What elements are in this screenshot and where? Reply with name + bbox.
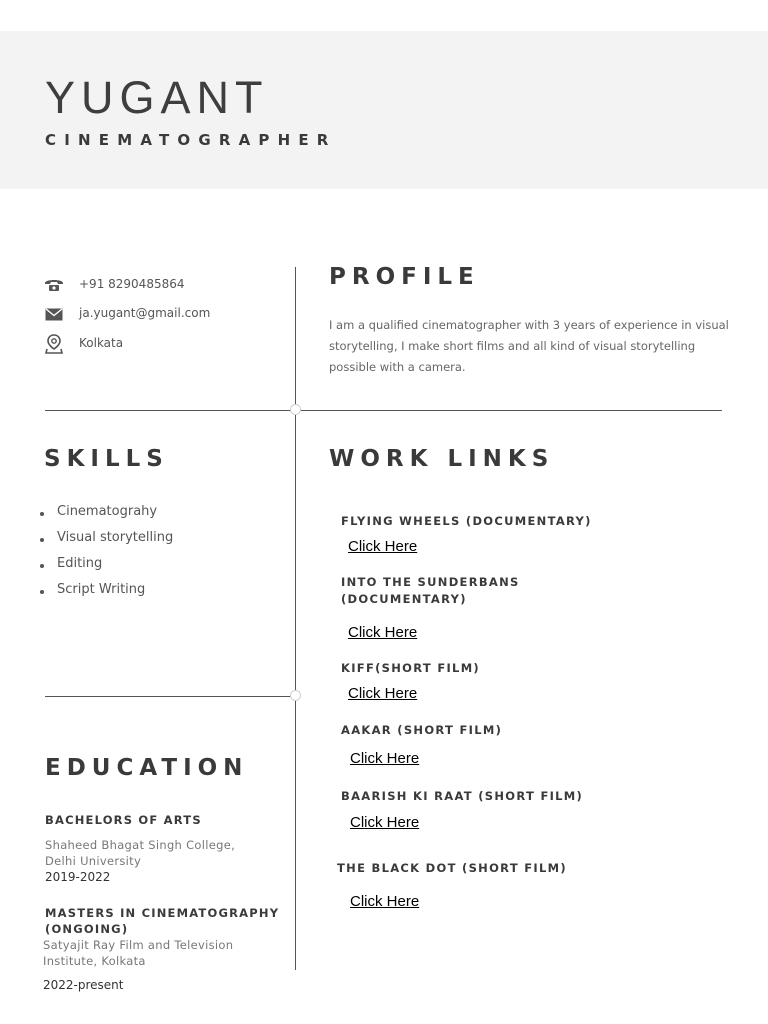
name-heading: YUGANT [45, 72, 269, 123]
work-title: INTO THE SUNDERBANS (DOCUMENTARY) [341, 575, 520, 606]
education-institution: Shaheed Bhagat Singh College, Delhi University [45, 838, 236, 868]
skill-label: Editing [57, 556, 103, 571]
work-title: KIFF(SHORT FILM) [341, 661, 480, 675]
mail-icon [44, 304, 64, 324]
education-degree: MASTERS IN CINEMATOGRAPHY (ONGOING) [45, 906, 280, 936]
divider-node-bottom [290, 690, 301, 701]
role-subtitle: CINEMATOGRAPHER [45, 131, 337, 149]
list-item [40, 501, 173, 527]
location-text: Kolkata [79, 336, 124, 350]
work-links-heading: WORK LINKS [329, 446, 555, 472]
list-item [40, 579, 173, 605]
work-link[interactable]: Click Here [350, 893, 420, 910]
work-title: THE BLACK DOT (SHORT FILM) [337, 861, 567, 875]
education-heading: EDUCATION [45, 755, 249, 781]
list-item [40, 553, 173, 579]
email-text: ja.yugant@gmail.com [79, 306, 211, 320]
location-icon [44, 334, 64, 354]
bullet-icon [40, 590, 44, 594]
skills-heading: SKILLS [44, 446, 169, 472]
contact-phone [44, 275, 185, 295]
horizontal-divider-top [45, 410, 722, 411]
vertical-divider [295, 267, 296, 970]
skill-label: Visual storytelling [57, 530, 174, 545]
work-link[interactable]: Click Here [348, 685, 418, 702]
bullet-icon [40, 564, 44, 568]
education-degree: BACHELORS OF ARTS [45, 813, 202, 827]
profile-heading: PROFILE [329, 264, 480, 290]
work-title: AAKAR (SHORT FILM) [341, 723, 503, 737]
phone-icon [44, 275, 64, 295]
work-title: FLYING WHEELS (DOCUMENTARY) [341, 514, 592, 528]
work-link[interactable]: Click Here [350, 814, 420, 831]
bullet-icon [40, 538, 44, 542]
work-link[interactable]: Click Here [348, 624, 418, 641]
skill-label: Script Writing [57, 582, 146, 597]
profile-text: I am a qualified cinematographer with 3 years of experience in visual storytelling, I make short films and all kind of visual storytelling possible with a camera. [329, 318, 729, 374]
skills-list [40, 501, 173, 605]
list-item [40, 527, 173, 553]
skill-label: Cinematograhy [57, 504, 158, 519]
work-link[interactable]: Click Here [348, 538, 418, 555]
work-title: BAARISH KI RAAT (SHORT FILM) [341, 789, 584, 803]
divider-node-top [290, 404, 301, 415]
bullet-icon [40, 512, 44, 516]
education-years: 2019-2022 [45, 870, 111, 884]
contact-email [44, 304, 211, 324]
contact-location [44, 334, 124, 354]
education-years: 2022-present [43, 978, 124, 992]
education-institution: Satyajit Ray Film and Television Institute, Kolkata [43, 938, 234, 968]
horizontal-divider-bottom [45, 696, 295, 697]
work-link[interactable]: Click Here [350, 750, 420, 767]
phone-text: +91 8290485864 [79, 277, 185, 291]
